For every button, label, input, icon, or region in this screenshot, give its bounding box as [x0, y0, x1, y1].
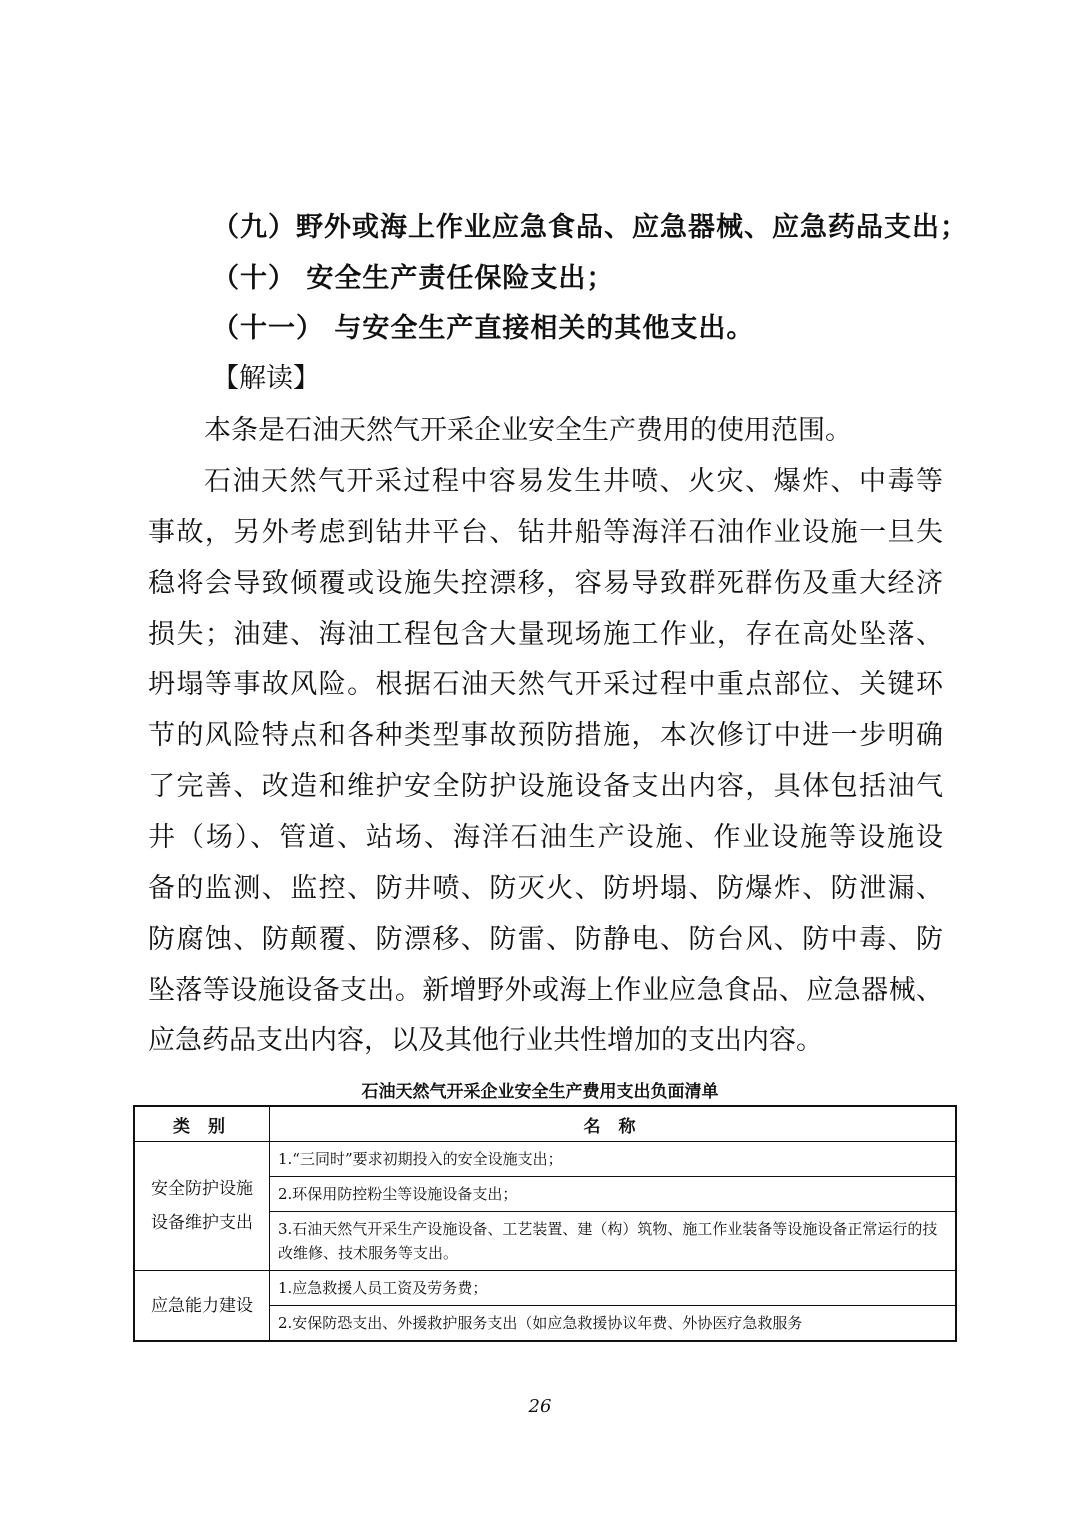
clause-ten: （十） 安全生产责任保险支出； — [212, 263, 615, 294]
paragraph-line: 防腐蚀、防颠覆、防漂移、防雷、防静电、防台风、防中毒、防 — [148, 924, 943, 955]
interpretation-heading: 【解读】 — [212, 363, 320, 394]
item-cell: 3.石油天然气开采生产设施设备、工艺装置、建（构）筑物、施工作业装备等设施设备正常运行的技改维修、技术服务等支出。 — [270, 1212, 957, 1271]
paragraph-line: 稳将会导致倾覆或设施失控漂移，容易导致群死群伤及重大经济 — [148, 568, 943, 599]
category-cell — [134, 1142, 270, 1271]
table-row — [134, 1271, 956, 1306]
item-cell: 1.应急救援人员工资及劳务费； — [270, 1271, 957, 1306]
paragraph-line: 了完善、改造和维护安全防护设施设备支出内容，具体包括油气 — [148, 771, 943, 802]
clause-eleven: （十一） 与安全生产直接相关的其他支出。 — [212, 313, 755, 344]
paragraph-line: 节的风险特点和各种类型事故预防措施，本次修订中进一步明确 — [148, 720, 943, 751]
header-name: 名 称 — [270, 1106, 957, 1142]
paragraph-line: 损失；油建、海油工程包含大量现场施工作业，存在高处坠落、 — [148, 619, 943, 650]
paragraph-line: 备的监测、监控、防井喷、防灭火、防坍塌、防爆炸、防泄漏、 — [148, 873, 943, 904]
item-cell: 2.安保防恐支出、外援救护服务支出（如应急救援协议年费、外协医疗急救服务 — [270, 1306, 957, 1342]
interpretation-paragraph-1: 本条是石油天然气开采企业安全生产费用的使用范围。 — [204, 415, 852, 446]
paragraph-line: 应急药品支出内容，以及其他行业共性增加的支出内容。 — [148, 1025, 823, 1056]
category-line: 应急能力建设 — [151, 1295, 253, 1316]
category-line: 设备维护支出 — [151, 1213, 253, 1233]
item-cell: 1.“三同时”要求初期投入的安全设施支出； — [270, 1142, 957, 1177]
paragraph-line: 井（场）、管道、站场、海洋石油生产设施、作业设施等设施设 — [148, 822, 943, 853]
paragraph-line: 事故，另外考虑到钻井平台、钻井船等海洋石油作业设施一旦失 — [148, 517, 943, 548]
negative-list-table — [133, 1105, 957, 1342]
item-cell: 2.环保用防控粉尘等设施设备支出； — [270, 1177, 957, 1212]
paragraph-line: 石油天然气开采过程中容易发生井喷、火灾、爆炸、中毒等 — [204, 466, 943, 497]
table-title: 石油天然气开采企业安全生产费用支出负面清单 — [361, 1082, 719, 1102]
header-category: 类 别 — [134, 1106, 270, 1142]
category-line: 安全防护设施 — [151, 1179, 253, 1199]
paragraph-line: 坠落等设施设备支出。新增野外或海上作业应急食品、应急器械、 — [148, 975, 943, 1006]
clause-nine: （九）野外或海上作业应急食品、应急器械、应急药品支出； — [212, 212, 968, 243]
category-cell — [134, 1271, 270, 1342]
page-number: 26 — [528, 1396, 552, 1417]
paragraph-line: 坍塌等事故风险。根据石油天然气开采过程中重点部位、关键环 — [148, 669, 943, 700]
table-row — [134, 1142, 956, 1177]
table-header-row — [134, 1106, 956, 1142]
